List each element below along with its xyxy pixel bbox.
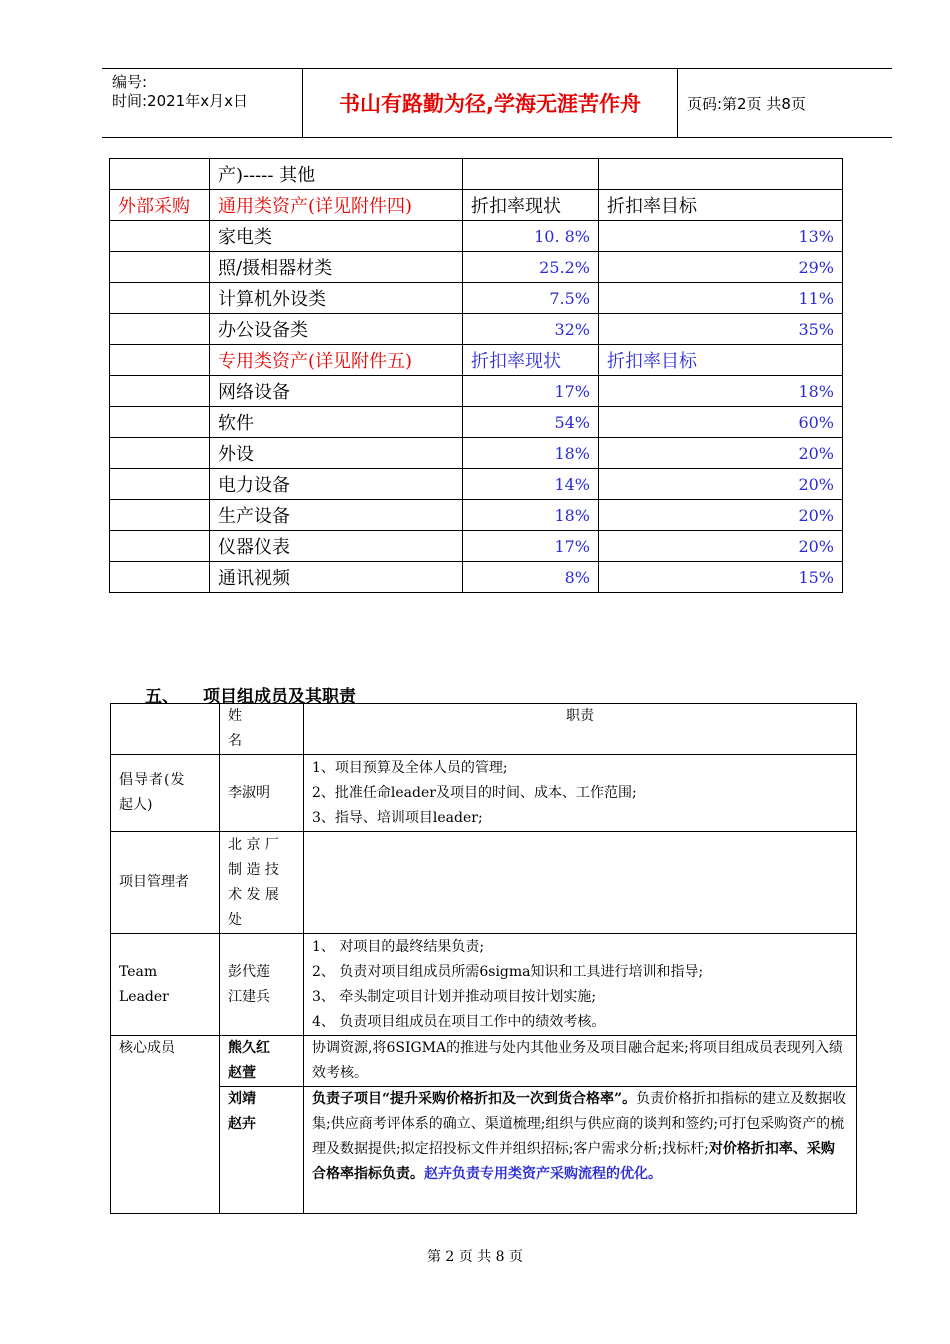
core-member2-duty-plain: 负责价格折扣指标的建立及数据收集;供应商考评体系的确立、渠道梳理;组织与供应商的谈判和签约;可打包采购资产的梳理及数据提供;拟定招投标文件并组织招标;客户需求分析;找标杆; xyxy=(312,1091,847,1157)
asset-type-cell: 产)----- 其他 xyxy=(210,159,463,190)
manager-name-line4: 处 xyxy=(228,911,242,928)
asset-category-cell xyxy=(110,159,210,190)
header-name-cell xyxy=(220,704,304,755)
asset-category-cell xyxy=(110,500,210,531)
asset-current-cell: 10. 8% xyxy=(463,221,599,252)
asset-row xyxy=(110,190,843,221)
asset-category-cell xyxy=(110,531,210,562)
asset-current-cell xyxy=(463,159,599,190)
core-member2-duty-bold1: 负责子项目“提升采购价格折扣及一次到货合格率”。 xyxy=(312,1091,637,1107)
leader-role xyxy=(111,934,220,1036)
leader-duty-4: 4、 负责项目组成员在项目工作中的绩效考核。 xyxy=(312,1013,606,1030)
asset-type-cell: 网络设备 xyxy=(210,376,463,407)
leader-role-line1: Team xyxy=(119,963,158,980)
asset-category-cell xyxy=(110,407,210,438)
asset-category-cell xyxy=(110,438,210,469)
asset-target-cell: 20% xyxy=(599,500,843,531)
asset-row xyxy=(110,314,843,345)
sponsor-duty-2: 2、批准任命leader及项目的时间、成本、工作范围; xyxy=(312,784,637,801)
core-member2-duty xyxy=(304,1087,857,1214)
asset-row xyxy=(110,283,843,314)
asset-category-cell xyxy=(110,345,210,376)
asset-table-body xyxy=(110,159,843,593)
asset-target-cell: 29% xyxy=(599,252,843,283)
asset-type-cell: 专用类资产(详见附件五) xyxy=(210,345,463,376)
manager-duties xyxy=(304,832,857,934)
asset-row xyxy=(110,407,843,438)
header-name-line1: 姓 xyxy=(228,708,242,724)
asset-target-cell: 20% xyxy=(599,469,843,500)
sponsor-name: 李淑明 xyxy=(220,755,304,832)
leader-role-line2: Leader xyxy=(119,988,169,1005)
asset-category-cell xyxy=(110,469,210,500)
core-member2-name xyxy=(220,1087,304,1214)
sponsor-role xyxy=(111,755,220,832)
header-motto: 书山有路勤为径,学海无涯苦作舟 xyxy=(303,69,678,137)
core-member2-duty-bold2: 对价格折扣率、采购合格率指标负责。 xyxy=(312,1141,835,1182)
asset-category-cell xyxy=(110,562,210,593)
asset-target-cell: 折扣率目标 xyxy=(599,190,843,221)
sponsor-row xyxy=(111,755,857,832)
leader-row xyxy=(111,934,857,1036)
asset-current-cell: 32% xyxy=(463,314,599,345)
asset-row xyxy=(110,376,843,407)
asset-row xyxy=(110,159,843,190)
core-member2-duty-blue: 赵卉负责专用类资产采购流程的优化。 xyxy=(424,1166,662,1182)
asset-target-cell: 13% xyxy=(599,221,843,252)
asset-current-cell: 54% xyxy=(463,407,599,438)
asset-current-cell: 8% xyxy=(463,562,599,593)
core-row-2 xyxy=(111,1087,857,1214)
asset-category-cell xyxy=(110,252,210,283)
asset-target-cell: 20% xyxy=(599,438,843,469)
asset-current-cell: 7.5% xyxy=(463,283,599,314)
section-title: 项目组成员及其职责 xyxy=(203,687,356,707)
asset-row xyxy=(110,469,843,500)
number-label: 编号: xyxy=(112,73,148,91)
core-member1-line2: 赵萱 xyxy=(228,1065,256,1081)
asset-current-cell: 17% xyxy=(463,376,599,407)
sponsor-role-line2: 起人) xyxy=(119,797,153,813)
asset-row xyxy=(110,438,843,469)
asset-target-cell: 折扣率目标 xyxy=(599,345,843,376)
header-page-label: 页码:第2页 共8页 xyxy=(687,94,806,113)
asset-current-cell: 18% xyxy=(463,438,599,469)
sponsor-role-line1: 倡导者(发 xyxy=(119,772,186,788)
members-table xyxy=(110,703,857,1214)
asset-type-cell: 生产设备 xyxy=(210,500,463,531)
asset-target-cell: 11% xyxy=(599,283,843,314)
asset-current-cell: 折扣率现状 xyxy=(463,345,599,376)
leader-name xyxy=(220,934,304,1036)
asset-type-cell: 家电类 xyxy=(210,221,463,252)
manager-name-line1: 北 京 厂 xyxy=(228,836,279,853)
asset-type-cell: 照/摄相器材类 xyxy=(210,252,463,283)
section-number: 五、 xyxy=(145,687,179,707)
asset-type-cell: 仪器仪表 xyxy=(210,531,463,562)
core-member2-line1: 刘靖 xyxy=(228,1091,256,1107)
manager-row xyxy=(111,832,857,934)
asset-category-cell xyxy=(110,314,210,345)
asset-type-cell: 计算机外设类 xyxy=(210,283,463,314)
sponsor-duties xyxy=(304,755,857,832)
asset-category-cell xyxy=(110,221,210,252)
header-duty-cell: 职责 xyxy=(304,704,857,755)
asset-type-cell: 外设 xyxy=(210,438,463,469)
leader-duty-1: 1、 对项目的最终结果负责; xyxy=(312,938,485,955)
core-row-1 xyxy=(111,1036,857,1087)
asset-target-cell: 60% xyxy=(599,407,843,438)
leader-duty-2: 2、 负责对项目组成员所需6sigma知识和工具进行培训和指导; xyxy=(312,963,704,980)
core-member1-name xyxy=(220,1036,304,1087)
asset-type-cell: 通讯视频 xyxy=(210,562,463,593)
core-member2-line2: 赵卉 xyxy=(228,1116,256,1132)
members-header-row xyxy=(111,704,857,755)
asset-row xyxy=(110,500,843,531)
asset-current-cell: 折扣率现状 xyxy=(463,190,599,221)
asset-target-cell xyxy=(599,159,843,190)
core-role: 核心成员 xyxy=(111,1036,220,1214)
asset-current-cell: 18% xyxy=(463,500,599,531)
core-member1-line1: 熊久红 xyxy=(228,1040,270,1056)
leader-name-line1: 彭代莲 xyxy=(228,963,270,980)
manager-name-line3: 术 发 展 xyxy=(228,886,279,903)
sponsor-duty-3: 3、指导、培训项目leader; xyxy=(312,809,483,826)
time-label: 时间:2021年x月x日 xyxy=(112,92,248,110)
page-header xyxy=(102,68,892,138)
asset-target-cell: 20% xyxy=(599,531,843,562)
asset-target-cell: 18% xyxy=(599,376,843,407)
asset-row xyxy=(110,221,843,252)
asset-row xyxy=(110,562,843,593)
asset-type-cell: 通用类资产(详见附件四) xyxy=(210,190,463,221)
asset-target-cell: 15% xyxy=(599,562,843,593)
asset-current-cell: 17% xyxy=(463,531,599,562)
manager-name xyxy=(220,832,304,934)
sponsor-duty-1: 1、项目预算及全体人员的管理; xyxy=(312,759,508,776)
asset-row xyxy=(110,531,843,562)
manager-role: 项目管理者 xyxy=(111,832,220,934)
manager-name-line2: 制 造 技 xyxy=(228,861,279,878)
leader-name-line2: 江建兵 xyxy=(228,988,270,1005)
asset-type-cell: 办公设备类 xyxy=(210,314,463,345)
asset-discount-table xyxy=(109,158,843,593)
asset-category-cell: 外部采购 xyxy=(110,190,210,221)
asset-type-cell: 软件 xyxy=(210,407,463,438)
header-role-cell xyxy=(111,704,220,755)
asset-target-cell: 35% xyxy=(599,314,843,345)
asset-row xyxy=(110,252,843,283)
page-footer: 第 2 页 共 8 页 xyxy=(426,1249,524,1265)
asset-category-cell xyxy=(110,283,210,314)
header-name-line2: 名 xyxy=(228,733,242,749)
asset-category-cell xyxy=(110,376,210,407)
core-member1-duty: 协调资源,将6SIGMA的推进与处内其他业务及项目融合起来;将项目组成员表现列入绩效考核。 xyxy=(304,1036,857,1087)
asset-current-cell: 14% xyxy=(463,469,599,500)
leader-duties xyxy=(304,934,857,1036)
leader-duty-3: 3、 牵头制定项目计划并推动项目按计划实施; xyxy=(312,988,597,1005)
asset-current-cell: 25.2% xyxy=(463,252,599,283)
asset-row xyxy=(110,345,843,376)
asset-type-cell: 电力设备 xyxy=(210,469,463,500)
header-meta xyxy=(102,69,303,137)
